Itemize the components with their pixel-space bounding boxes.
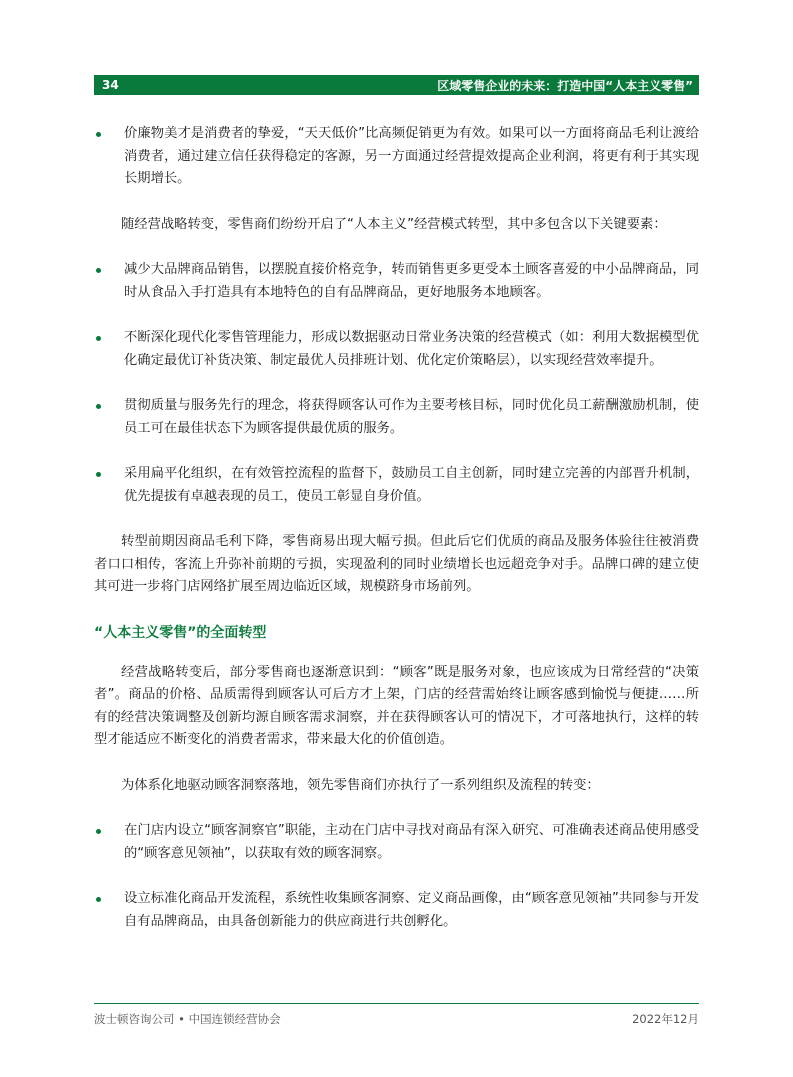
bullet-dot-icon	[96, 472, 101, 477]
footer-date: 2022年12月	[632, 1012, 699, 1026]
bullet-text: 在门店内设立“顾客洞察官”职能，主动在门店中寻找对商品有深入研究、可准确表述商品使用感受的“顾客意见领袖”，以获取有效的顾客洞察。	[124, 823, 699, 861]
bullet-dot-icon	[96, 404, 101, 409]
bullet-item	[94, 820, 699, 865]
bullet-item	[94, 463, 699, 508]
bullet-dot-icon	[96, 829, 101, 834]
bullet-dot-icon	[96, 132, 101, 137]
paragraph: 为体系化地驱动顾客洞察落地，领先零售商们亦执行了一系列组织及流程的转变：	[121, 777, 600, 793]
paragraph: 随经营战略转变，零售商们纷纷开启了“人本主义”经营模式转型，其中多包含以下关键要素：	[121, 216, 667, 232]
bullet-text: 设立标准化商品开发流程，系统性收集顾客洞察、定义商品画像，由“顾客意见领袖”共同参与开发自有品牌商品，由具备创新能力的供应商进行共创孵化。	[124, 891, 699, 929]
bullet-text: 贯彻质量与服务先行的理念，将获得顾客认可作为主要考核目标，同时优化员工薪酬激励机制，使员工可在最佳状态下为顾客提供最优质的服务。	[124, 398, 699, 436]
bullet-dot-icon	[96, 268, 101, 273]
running-title: 区域零售企业的未来：打造中国“人本主义零售”	[437, 78, 693, 93]
bullet-item	[94, 327, 699, 372]
header-bar	[94, 75, 699, 95]
bullet-item	[94, 888, 699, 933]
bullet-item	[94, 259, 699, 304]
bullet-dot-icon	[96, 897, 101, 902]
footer-divider	[94, 1003, 699, 1004]
bullet-dot-icon	[96, 336, 101, 341]
bullet-text: 不断深化现代化零售管理能力，形成以数据驱动日常业务决策的经营模式（如：利用大数据模型优化确定最优订补货决策、制定最优人员排班计划、优化定价策略层），以实现经营效率提升。	[124, 330, 699, 368]
main-content	[94, 123, 699, 956]
section-title: “人本主义零售”的全面转型	[94, 624, 267, 641]
bullet-item	[94, 123, 699, 191]
paragraph: 经营战略转变后，部分零售商也逐渐意识到：“顾客”既是服务对象，也应该成为日常经营的“决策者”。商品的价格、品质需得到顾客认可后方才上架，门店的经营需始终让顾客感到愉悦与便捷……所有的经营决策调整及创新均源自顾客需求洞察，并在获得顾客认可的情况下，才可落地执行，这样的转型才能适应不断变化的消费者需求，带来最大化的价值创造。	[94, 664, 699, 747]
bullet-text: 减少大品牌商品销售，以摆脱直接价格竞争，转而销售更多更受本土顾客喜爱的中小品牌商品，同时从食品入手打造具有本地特色的自有品牌商品，更好地服务本地顾客。	[124, 262, 699, 300]
bullet-text: 价廉物美才是消费者的挚爱，“天天低价”比高频促销更为有效。如果可以一方面将商品毛利让渡给消费者，通过建立信任获得稳定的客源，另一方面通过经营提效提高企业利润，将更有利于其实现长期增长。	[124, 126, 699, 186]
bullet-text: 采用扁平化组织，在有效管控流程的监督下，鼓励员工自主创新，同时建立完善的内部晋升机制，优先提拔有卓越表现的员工，使员工彰显自身价值。	[124, 466, 699, 504]
bullet-item	[94, 395, 699, 440]
page-number: 34	[102, 78, 119, 92]
paragraph: 转型前期因商品毛利下降，零售商易出现大幅亏损。但此后它们优质的商品及服务体验往往被消费者口口相传，客流上升弥补前期的亏损，实现盈利的同时业绩增长也远超竞争对手。品牌口碑的建立使其可进一步将门店网络扩展至周边临近区域，规模跻身市场前列。	[94, 534, 699, 594]
footer-publisher: 波士顿咨询公司 • 中国连锁经营协会	[94, 1012, 281, 1026]
